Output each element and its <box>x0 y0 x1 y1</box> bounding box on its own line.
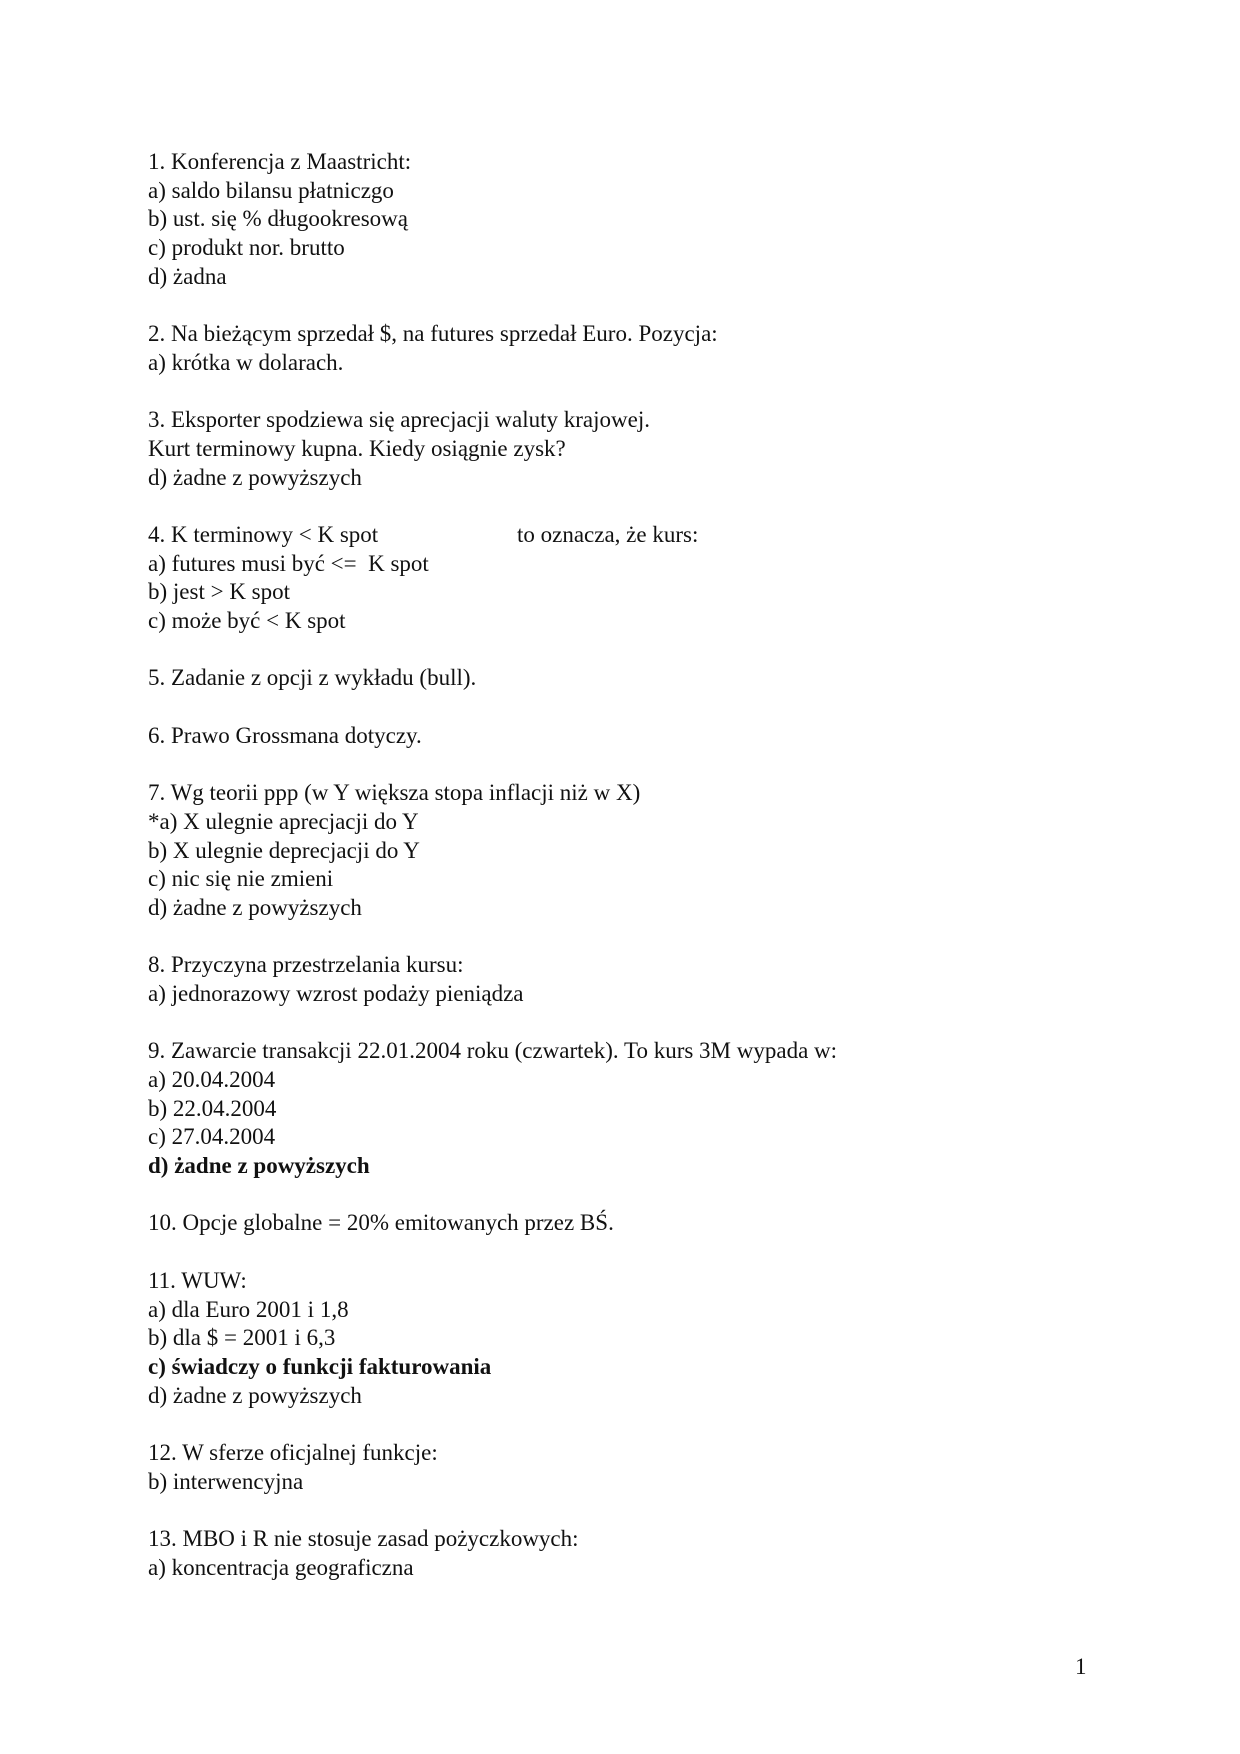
blank-line <box>148 923 1108 952</box>
question-7-line: b) X ulegnie deprecjacji do Y <box>148 837 420 863</box>
question-block-3 <box>148 406 1108 492</box>
question-10-text: 10. Opcje globalne = 20% emitowanych przez BŚ. <box>148 1210 614 1236</box>
blank-line <box>148 492 1108 521</box>
question-block-11 <box>148 1267 1108 1410</box>
question-3-line: Kurt terminowy kupna. Kiedy osiągnie zysk? <box>148 435 566 461</box>
question-9-line: a) 20.04.2004 <box>148 1067 276 1092</box>
question-1-line: d) żadna <box>148 263 227 289</box>
question-3-text: 3. Eksporter spodziewa się aprecjacji waluty krajowej. <box>148 407 650 433</box>
question-1-line: a) saldo bilansu płatniczgo <box>148 177 394 203</box>
question-11-line: c) świadczy o funkcji fakturowania <box>148 1353 492 1379</box>
question-block-9 <box>148 1037 1108 1180</box>
blank-line <box>148 693 1108 722</box>
blank-line <box>148 291 1108 320</box>
question-11-line: d) żadne z powyższych <box>148 1382 362 1408</box>
question-13-text: 13. MBO i R nie stosuje zasad pożyczkowych: <box>148 1526 579 1551</box>
question-block-10 <box>148 1209 1108 1238</box>
question-block-12 <box>148 1439 1108 1496</box>
blank-line <box>148 1238 1108 1267</box>
question-block-13 <box>148 1525 1108 1582</box>
question-11-text: 11. WUW: <box>148 1267 247 1293</box>
blank-line <box>148 378 1108 407</box>
blank-line <box>148 1496 1108 1525</box>
question-block-7 <box>148 779 1108 922</box>
blank-line <box>148 1181 1108 1210</box>
question-8-line: a) jednorazowy wzrost podaży pieniądza <box>148 980 524 1006</box>
question-7-line: d) żadne z powyższych <box>148 894 362 920</box>
question-9-line: b) 22.04.2004 <box>148 1095 277 1121</box>
blank-line <box>148 1009 1108 1038</box>
question-7-line: c) nic się nie zmieni <box>148 866 334 892</box>
blank-line <box>148 750 1108 779</box>
question-13-line: a) koncentracja geograficzna <box>148 1554 414 1580</box>
question-block-4 <box>148 521 1108 636</box>
question-11-line: b) dla $ = 2001 i 6,3 <box>148 1325 336 1351</box>
question-12-line: b) interwencyjna <box>148 1468 304 1494</box>
question-5-text: 5. Zadanie z opcji z wykładu (bull). <box>148 665 477 691</box>
question-11-line: a) dla Euro 2001 i 1,8 <box>148 1296 349 1322</box>
question-9-line: c) 27.04.2004 <box>148 1124 276 1150</box>
question-8-text: 8. Przyczyna przestrzelania kursu: <box>148 952 464 978</box>
question-3-line: d) żadne z powyższych <box>148 464 362 490</box>
blank-line <box>148 636 1108 665</box>
question-1-line: c) produkt nor. brutto <box>148 235 345 261</box>
question-4-text <box>148 521 1108 550</box>
page-number: 1 <box>1075 1654 1087 1679</box>
question-4-left-text: 4. K terminowy < K spot <box>148 521 379 547</box>
question-block-2 <box>148 320 1108 377</box>
question-1-text: 1. Konferencja z Maastricht: <box>148 149 412 174</box>
question-4-line: c) może być < K spot <box>148 608 346 633</box>
document-content <box>148 148 1108 1582</box>
question-9-line: d) żadne z powyższych <box>148 1153 370 1179</box>
question-4-right-text: to oznacza, że kurs: <box>517 521 699 547</box>
question-4-line: a) futures musi być <= K spot <box>148 550 429 576</box>
question-block-5 <box>148 664 1108 693</box>
question-block-8 <box>148 951 1108 1008</box>
question-4-line: b) jest > K spot <box>148 579 291 605</box>
question-block-6 <box>148 722 1108 751</box>
question-9-text: 9. Zawarcie transakcji 22.01.2004 roku (czwartek). To kurs 3M wypada w: <box>148 1038 838 1064</box>
question-7-line: *a) X ulegnie aprecjacji do Y <box>148 808 419 834</box>
question-2-line: a) krótka w dolarach. <box>148 349 344 375</box>
question-6-text: 6. Prawo Grossmana dotyczy. <box>148 722 422 748</box>
question-block-1 <box>148 148 1108 291</box>
question-12-text: 12. W sferze oficjalnej funkcje: <box>148 1439 438 1465</box>
question-1-line: b) ust. się % długookresową <box>148 206 408 232</box>
question-7-text: 7. Wg teorii ppp (w Y większa stopa inflacji niż w X) <box>148 780 641 806</box>
question-2-text: 2. Na bieżącym sprzedał $, na futures sprzedał Euro. Pozycja: <box>148 321 718 347</box>
blank-line <box>148 1410 1108 1439</box>
